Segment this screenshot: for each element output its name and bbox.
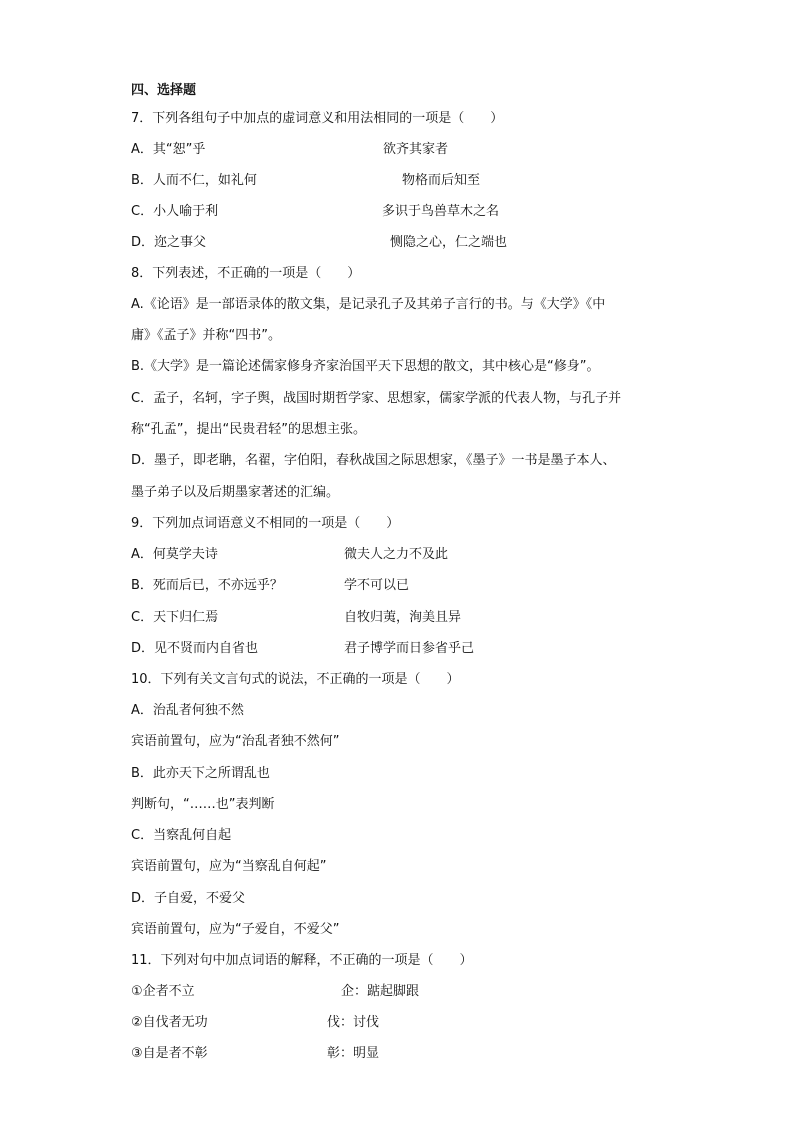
question-7-option-c: C．小人喻于利 — [131, 204, 219, 219]
question-7-option-a: A．其“恕”乎 — [131, 142, 206, 157]
section-title: 四、选择题 — [131, 83, 197, 98]
question-9-option-b: B．死而后已，不亦远乎？ — [131, 578, 283, 593]
question-10-line: 宾语前置句，应为“治乱者独不然何” — [131, 734, 340, 749]
question-7-option-a-pair: 欲齐其家者 — [383, 142, 449, 157]
question-8-line: 庸》《孟子》并称“四书”。 — [131, 328, 281, 343]
question-10-line: B．此亦天下之所谓乱也 — [131, 766, 270, 781]
question-7-option-d: D．迩之事父 — [131, 235, 207, 250]
question-11-stem: 11．下列对句中加点词语的解释，不正确的一项是（ ） — [131, 953, 473, 968]
question-8-line: C．孟子，名轲，字子舆，战国时期哲学家、思想家，儒家学派的代表人物，与孔子并 — [131, 391, 622, 406]
question-7-option-b-pair: 物格而后知至 — [402, 173, 481, 188]
question-10-stem: 10．下列有关文言句式的说法，不正确的一项是（ ） — [131, 672, 460, 687]
question-8-line: D．墨子，即老聃，名翟，字伯阳，春秋战国之际思想家，《墨子》一书是墨子本人、 — [131, 453, 616, 468]
question-8-line: B.《大学》是一篇论述儒家修身齐家治国平天下思想的散文，其中核心是“修身”。 — [131, 359, 600, 374]
question-9-option-b-pair: 学不可以已 — [344, 578, 410, 593]
question-7-stem: 7．下列各组句子中加点的虚词意义和用法相同的一项是（ ） — [131, 111, 504, 126]
question-9-option-d-pair: 君子博学而日参省乎己 — [344, 641, 475, 656]
question-10-line: A．治乱者何独不然 — [131, 703, 244, 718]
question-8-line: 称“孔孟”，提出“民贵君轻”的思想主张。 — [131, 422, 366, 437]
question-8-stem: 8．下列表述，不正确的一项是（ ） — [131, 266, 361, 281]
question-9-option-a-pair: 微夫人之力不及此 — [344, 547, 449, 562]
question-7-option-c-pair: 多识于鸟兽草木之名 — [382, 204, 500, 219]
question-10-line: 判断句，“……也”表判断 — [131, 797, 275, 812]
question-11-item-3: ③自是者不彰 — [131, 1046, 208, 1061]
question-11-item-2: ②自伐者无功 — [131, 1015, 208, 1030]
question-11-item-3-gloss: 彰：明显 — [327, 1046, 380, 1061]
question-10-line: C．当察乱何自起 — [131, 828, 232, 843]
question-9-stem: 9．下列加点词语意义不相同的一项是（ ） — [131, 516, 400, 531]
question-9-option-a: A．何莫学夫诗 — [131, 547, 218, 562]
question-10-line: 宾语前置句，应为“当察乱自何起” — [131, 859, 327, 874]
question-7-option-d-pair: 恻隐之心，仁之端也 — [390, 235, 508, 250]
question-11-item-1: ①企者不立 — [131, 984, 195, 999]
question-9-option-c: C．天下归仁焉 — [131, 610, 219, 625]
question-9-option-d: D．见不贤而内自省也 — [131, 641, 259, 656]
question-8-line: A.《论语》是一部语录体的散文集，是记录孔子及其弟子言行的书。与《大学》《中 — [131, 297, 606, 312]
question-10-line: D．子自爱，不爱父 — [131, 891, 246, 906]
question-8-line: 墨子弟子以及后期墨家著述的汇编。 — [131, 485, 340, 500]
question-9-option-c-pair: 自牧归荑，洵美且异 — [344, 610, 462, 625]
question-10-line: 宾语前置句，应为“子爱自，不爱父” — [131, 922, 340, 937]
question-11-item-1-gloss: 企：踮起脚跟 — [341, 984, 420, 999]
question-7-option-b: B．人而不仁，如礼何 — [131, 173, 257, 188]
question-11-item-2-gloss: 伐：讨伐 — [327, 1015, 380, 1030]
